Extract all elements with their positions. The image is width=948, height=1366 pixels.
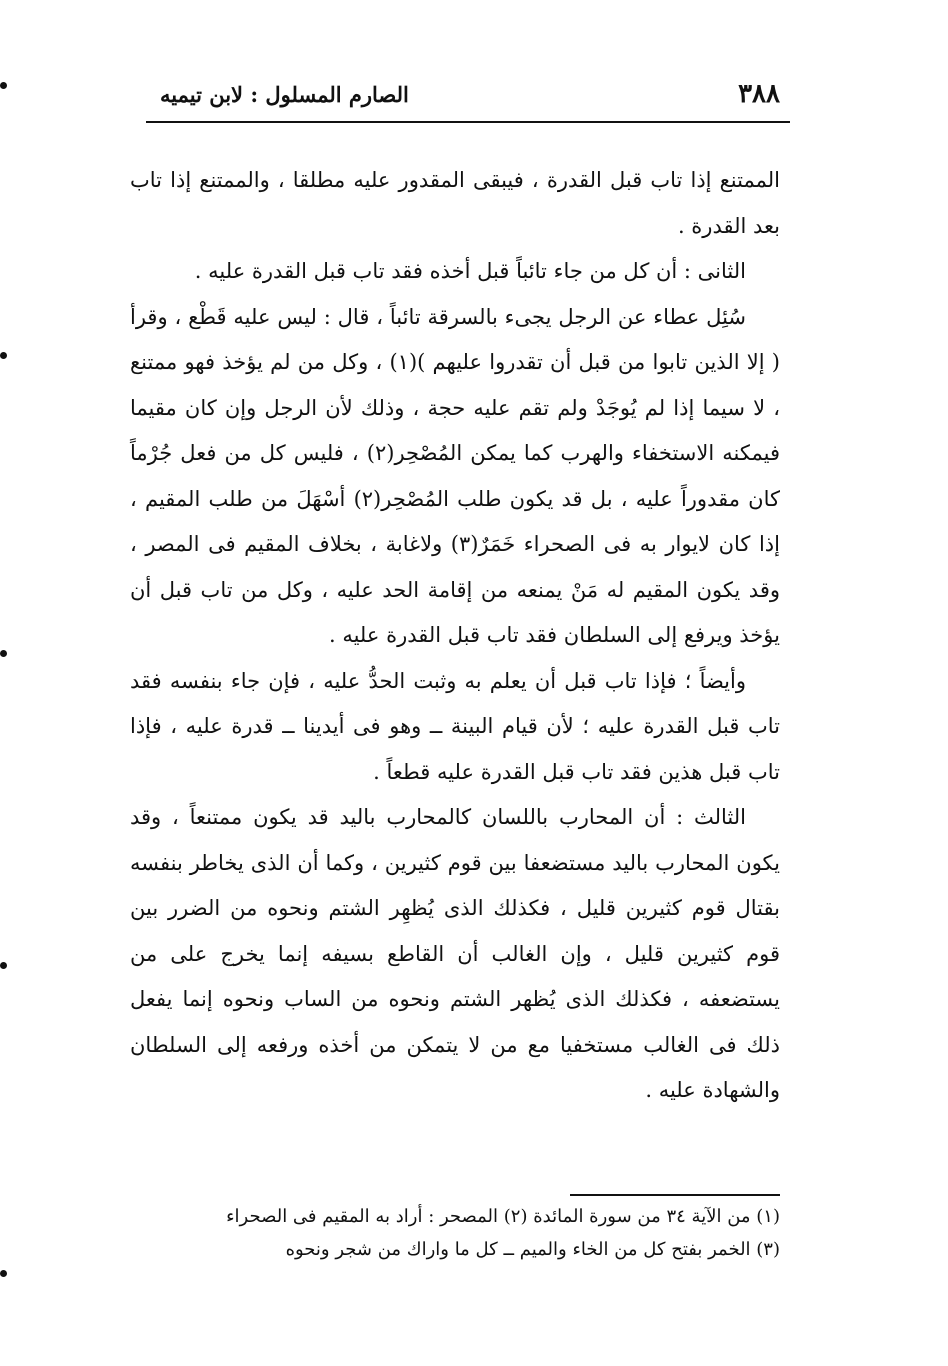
scan-edge-mark	[0, 1270, 7, 1277]
running-title: الصارم المسلول : لابن تيميه	[160, 81, 409, 107]
footnote-rule	[570, 1194, 780, 1196]
scan-edge-mark	[0, 82, 7, 89]
paragraph: الثالث : أن المحارب باللسان كالمحارب باليد قد يكون ممتنعاً ، وقد يكون المحارب باليد مستضعفا بين قوم كثيرين ، وكما أن الذى يخاطر بنفسه بقتال قوم كثيرين قليل ، فكذلك الذى يُظهِر الشتم ونحوه من الضرر بين قوم كثيرين قليل ، وإن الغالب أن القاطع بسيفه إنما يخرج على من يستضعفه ، فكذلك الذى يُظهر الشتم ونحوه من الساب ونحوه إنما يفعل ذلك فى الغالب مستخفيا مع من لا يتمكن من أخذه ورفعه إلى السلطان والشهادة عليه .	[130, 805, 780, 1102]
footnote: (٣) الخمر بفتح كل من الخاء والميم ــ كل ما واراك من شجر ونحوه	[285, 1239, 780, 1260]
paragraph: سُئِل عطاء عن الرجل يجىء بالسرقة تائباً ، قال : ليس عليه قَطْع ، وقرأ ( إلا الذين تابوا من قبل أن تقدروا عليهم )(١) ، وكل من لم يؤخذ فهو ممتنع ، لا سيما إذا لم يُوجَدْ ولم تقم عليه حجة ، وذلك لأن الرجل وإن كان مقيما فيمكنه الاستخفاء والهرب كما يمكن المُصْحِر(٢) ، فليس كل من فعل جُرْماً كان مقدوراً عليه ، بل قد يكون طلب المُصْحِر(٢) أسْهَلَ من طلب المقيم ، إذا كان لايوار به فى الصحراء خَمَرٌ(٣) ولاغابة ، بخلاف المقيم فى المصر ، وقد يكون المقيم له مَنْ يمنعه من إقامة الحد عليه ، وكل من تاب قبل أن يؤخذ ويرفع إلى السلطان فقد تاب قبل القدرة عليه .	[130, 304, 780, 647]
footnotes	[150, 1200, 780, 1266]
footnote: (١) من الآية ٣٤ من سورة المائدة (٢) المصحر : أراد به المقيم فى الصحراء	[226, 1206, 780, 1227]
scan-edge-mark	[0, 650, 7, 657]
paragraph: الثانى : أن كل من جاء تائباً قبل أخذه فقد تاب قبل القدرة عليه .	[194, 259, 746, 283]
scan-edge-mark	[0, 352, 7, 359]
page-header	[130, 70, 790, 118]
page-number: ٣٨٨	[738, 79, 780, 109]
book-page	[130, 70, 790, 1300]
header-rule	[146, 121, 790, 123]
scan-edge-mark	[0, 962, 7, 969]
page-body	[130, 158, 780, 1114]
paragraph: وأيضاً ؛ فإذا تاب قبل أن يعلم به وثبت الحدُّ عليه ، فإن جاء بنفسه فقد تاب قبل القدرة عليه ؛ لأن قيام البينة ــ وهو فى أيدينا ــ قدرة عليه ، فإذا تاب قبل هذين فقد تاب قبل القدرة عليه قطعاً .	[130, 668, 780, 784]
paragraph: الممتنع إذا تاب قبل القدرة ، فيبقى المقدور عليه مطلقا ، والممتنع إذا تاب بعد القدرة .	[130, 168, 780, 238]
